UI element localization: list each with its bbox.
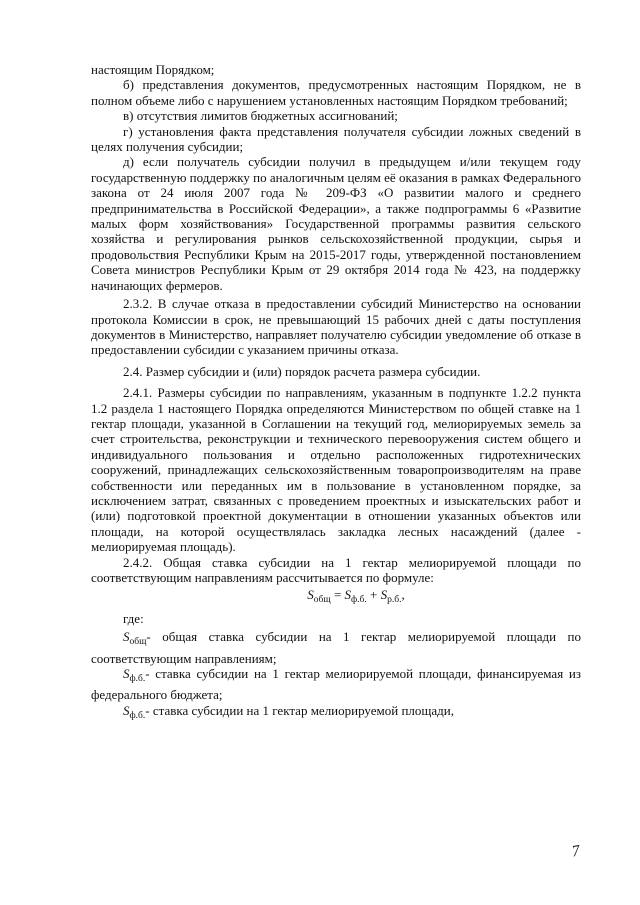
symbol-letter: S bbox=[123, 666, 130, 682]
symbol-subscript: общ bbox=[129, 637, 147, 648]
subsidy-rate-formula bbox=[91, 587, 581, 608]
definition-total-rate-symbol bbox=[123, 629, 147, 648]
formula-lhs-subscript: общ bbox=[313, 595, 331, 606]
document-body bbox=[91, 62, 581, 724]
paragraph-item-g: г) установления факта представления получателя субсидии ложных сведений в целях получения субсидии; bbox=[91, 123, 581, 155]
formula-term1-symbol: S bbox=[344, 587, 352, 603]
definition-total-rate bbox=[91, 629, 581, 666]
paragraph-2-3-2: 2.3.2. В случае отказа в предоставлении субсидий Министерство на основании протокола Комиссии в срок, не превышающий 15 рабочих дней с даты поступления документов в Министерство, направляет получателю субсидии уведомление об отказе в предоставлении субсидии с указанием причины отказа. bbox=[91, 296, 581, 358]
formula-plus: + bbox=[370, 587, 378, 603]
paragraph-item-v: в) отсутствия лимитов бюджетных ассигнований; bbox=[123, 108, 398, 124]
formula-term2-symbol: S bbox=[380, 587, 388, 603]
paragraph-2-4-heading: 2.4. Размер субсидии и (или) порядок расчета размера субсидии. bbox=[123, 363, 481, 379]
paragraph-2-4-1: 2.4.1. Размеры субсидии по направлениям, указанным в подпункте 1.2.2 пункта 1.2 раздела 1 настоящего Порядка определяются Министерством по общей ставке на 1 гектар площади, указанной в Соглашении на текущий год, мелиорируемых земель за счет строительства, реконструкции и технического перевооружения систем общего и индивидуального пользования и отдельно расположенных гидротехнических сооружений, принадлежащих сельскохозяйственным товаропроизводителям на праве собственности или переданных им в пользование в установленном порядке, за исключением затрат, связанных с проведением проектных и изыскательских работ и (или) подготовкой проектной документации в отношении указанных объектов или площади, на которой осуществлялась закладка лесных насаждений (далее - мелиорируемая площадь). bbox=[91, 385, 581, 555]
symbol-subscript: ф.б. bbox=[129, 674, 146, 685]
paragraph-2-4-2: 2.4.2. Общая ставка субсидии на 1 гектар мелиорируемой площади по соответствующим направлениям рассчитывается по формуле: bbox=[91, 554, 581, 585]
formula-lhs-symbol: S bbox=[307, 587, 314, 603]
definition-regional-rate bbox=[91, 703, 581, 724]
paragraph-where: где: bbox=[123, 610, 144, 626]
symbol-subscript: ф.б. bbox=[129, 710, 146, 721]
symbol-letter: S bbox=[123, 629, 130, 645]
definition-total-rate-text: - общая ставка субсидии на 1 гектар мелиорируемой площади по соответствующим направлениям; bbox=[91, 629, 581, 666]
formula-term1-subscript: ф.б. bbox=[351, 595, 367, 606]
paragraph-item-b: б) представления документов, предусмотренных настоящим Порядком, не в полном объеме либо с нарушением установленных настоящим Порядком требований; bbox=[91, 77, 581, 108]
definition-federal-rate-text: - ставка субсидии на 1 гектар мелиорируемой площади, финансируемая из федерального бюджета; bbox=[91, 666, 581, 703]
definition-federal-rate bbox=[91, 666, 581, 703]
paragraph-continuation: настоящим Порядком; bbox=[91, 62, 215, 77]
definition-regional-rate-symbol bbox=[123, 702, 146, 721]
formula-equals: = bbox=[333, 587, 342, 603]
symbol-letter: S bbox=[123, 702, 130, 718]
formula-trailing-comma: , bbox=[401, 587, 405, 603]
definition-federal-rate-symbol bbox=[123, 666, 146, 685]
definition-regional-rate-text: - ставка субсидии на 1 гектар мелиорируемой площади, bbox=[145, 702, 454, 718]
page-number: 7 bbox=[570, 842, 582, 861]
formula-term2-subscript: р.б. bbox=[387, 595, 402, 606]
paragraph-item-d: д) если получатель субсидии получил в предыдущем и/или текущем году государственную поддержку по аналогичным целям её оказания в рамках Федерального закона от 24 июля 2007 года № 209-ФЗ «О развитии малого и среднего предпринимательства в Российской Федерации», а также подпрограммы 6 «Развитие малых форм хозяйствования» Государственной программы развития сельского хозяйства и регулирования рынков сельскохозяйственной продукции, сырья и продовольствия Республики Крым на 2015-2017 годы, утвержденной постановлением Совета министров Республики Крым от 29 октября 2014 года № 423, на поддержку начинающих фермеров. bbox=[91, 154, 581, 293]
